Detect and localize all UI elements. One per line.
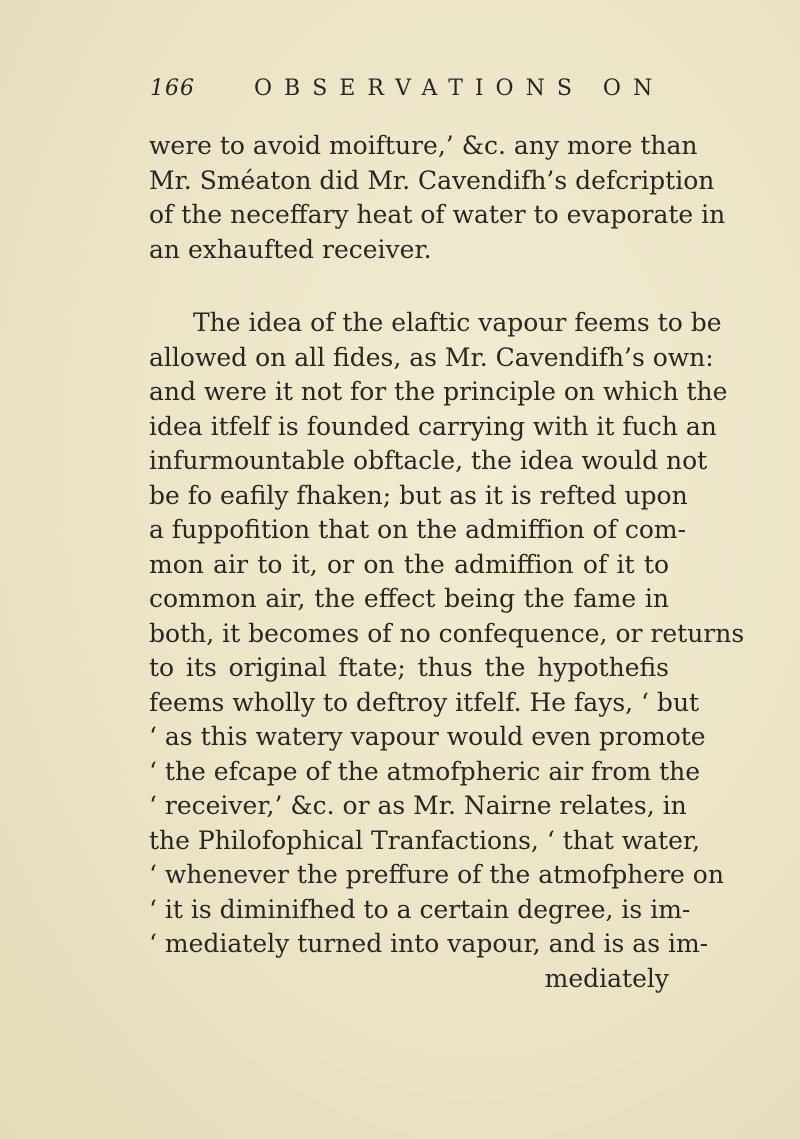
text-line: ‘ it is diminifhed to a certain degree, is im- <box>149 894 691 924</box>
text-line: to its original ftate; thus the hypothefis <box>149 653 669 682</box>
text-line: idea itfelf is founded carrying with it fuch an <box>149 411 717 441</box>
text-line: the Philofophical Tranfactions, ‘ that water, <box>149 825 701 855</box>
text-line: The idea of the elaftic vapour feems to be <box>193 308 722 337</box>
text-line: feems wholly to deftroy itfelf. He fays, ‘ but <box>149 687 700 717</box>
body-text <box>149 129 745 996</box>
paragraph-gap <box>149 267 669 306</box>
paragraph-2 <box>149 306 745 962</box>
text-line: of the neceffary heat of water to evaporate in <box>149 200 726 229</box>
text-line: and were it not for the principle on which the <box>149 377 728 406</box>
running-title: OBSERVATIONS ON <box>254 76 665 101</box>
text-line: allowed on all fides, as Mr. Cavendifh’s own: <box>149 342 714 372</box>
text-line: an exhaufted receiver. <box>149 234 432 264</box>
text-line: infurmountable obftacle, the idea would not <box>149 446 708 475</box>
page-number: 166 <box>150 76 195 101</box>
catchword: mediately <box>544 963 669 993</box>
text-line: Mr. Sméaton did Mr. Cavendifh’s defcription <box>149 165 715 195</box>
text-line: common air, the effect being the fame in <box>149 584 669 613</box>
text-line: both, it becomes of no confequence, or returns <box>149 618 745 648</box>
text-line: ‘ receiver,’ &c. or as Mr. Nairne relates, in <box>149 791 687 820</box>
paragraph-1 <box>149 129 726 267</box>
text-line: ‘ whenever the preffure of the atmofphere on <box>149 860 724 889</box>
text-line: were to avoid moifture,’ &c. any more than <box>149 131 698 160</box>
running-head <box>0 76 800 110</box>
text-line: ‘ mediately turned into vapour, and is as im- <box>149 929 709 958</box>
text-line: mon air to it, or on the admiffion of it to <box>149 549 669 579</box>
text-line: ‘ as this watery vapour would even promote <box>149 722 706 751</box>
text-line: be fo eafily fhaken; but as it is refted upon <box>149 480 688 510</box>
text-line: a fuppofition that on the admiffion of com- <box>149 515 687 544</box>
text-line: ‘ the efcape of the atmofpheric air from the <box>149 756 701 786</box>
